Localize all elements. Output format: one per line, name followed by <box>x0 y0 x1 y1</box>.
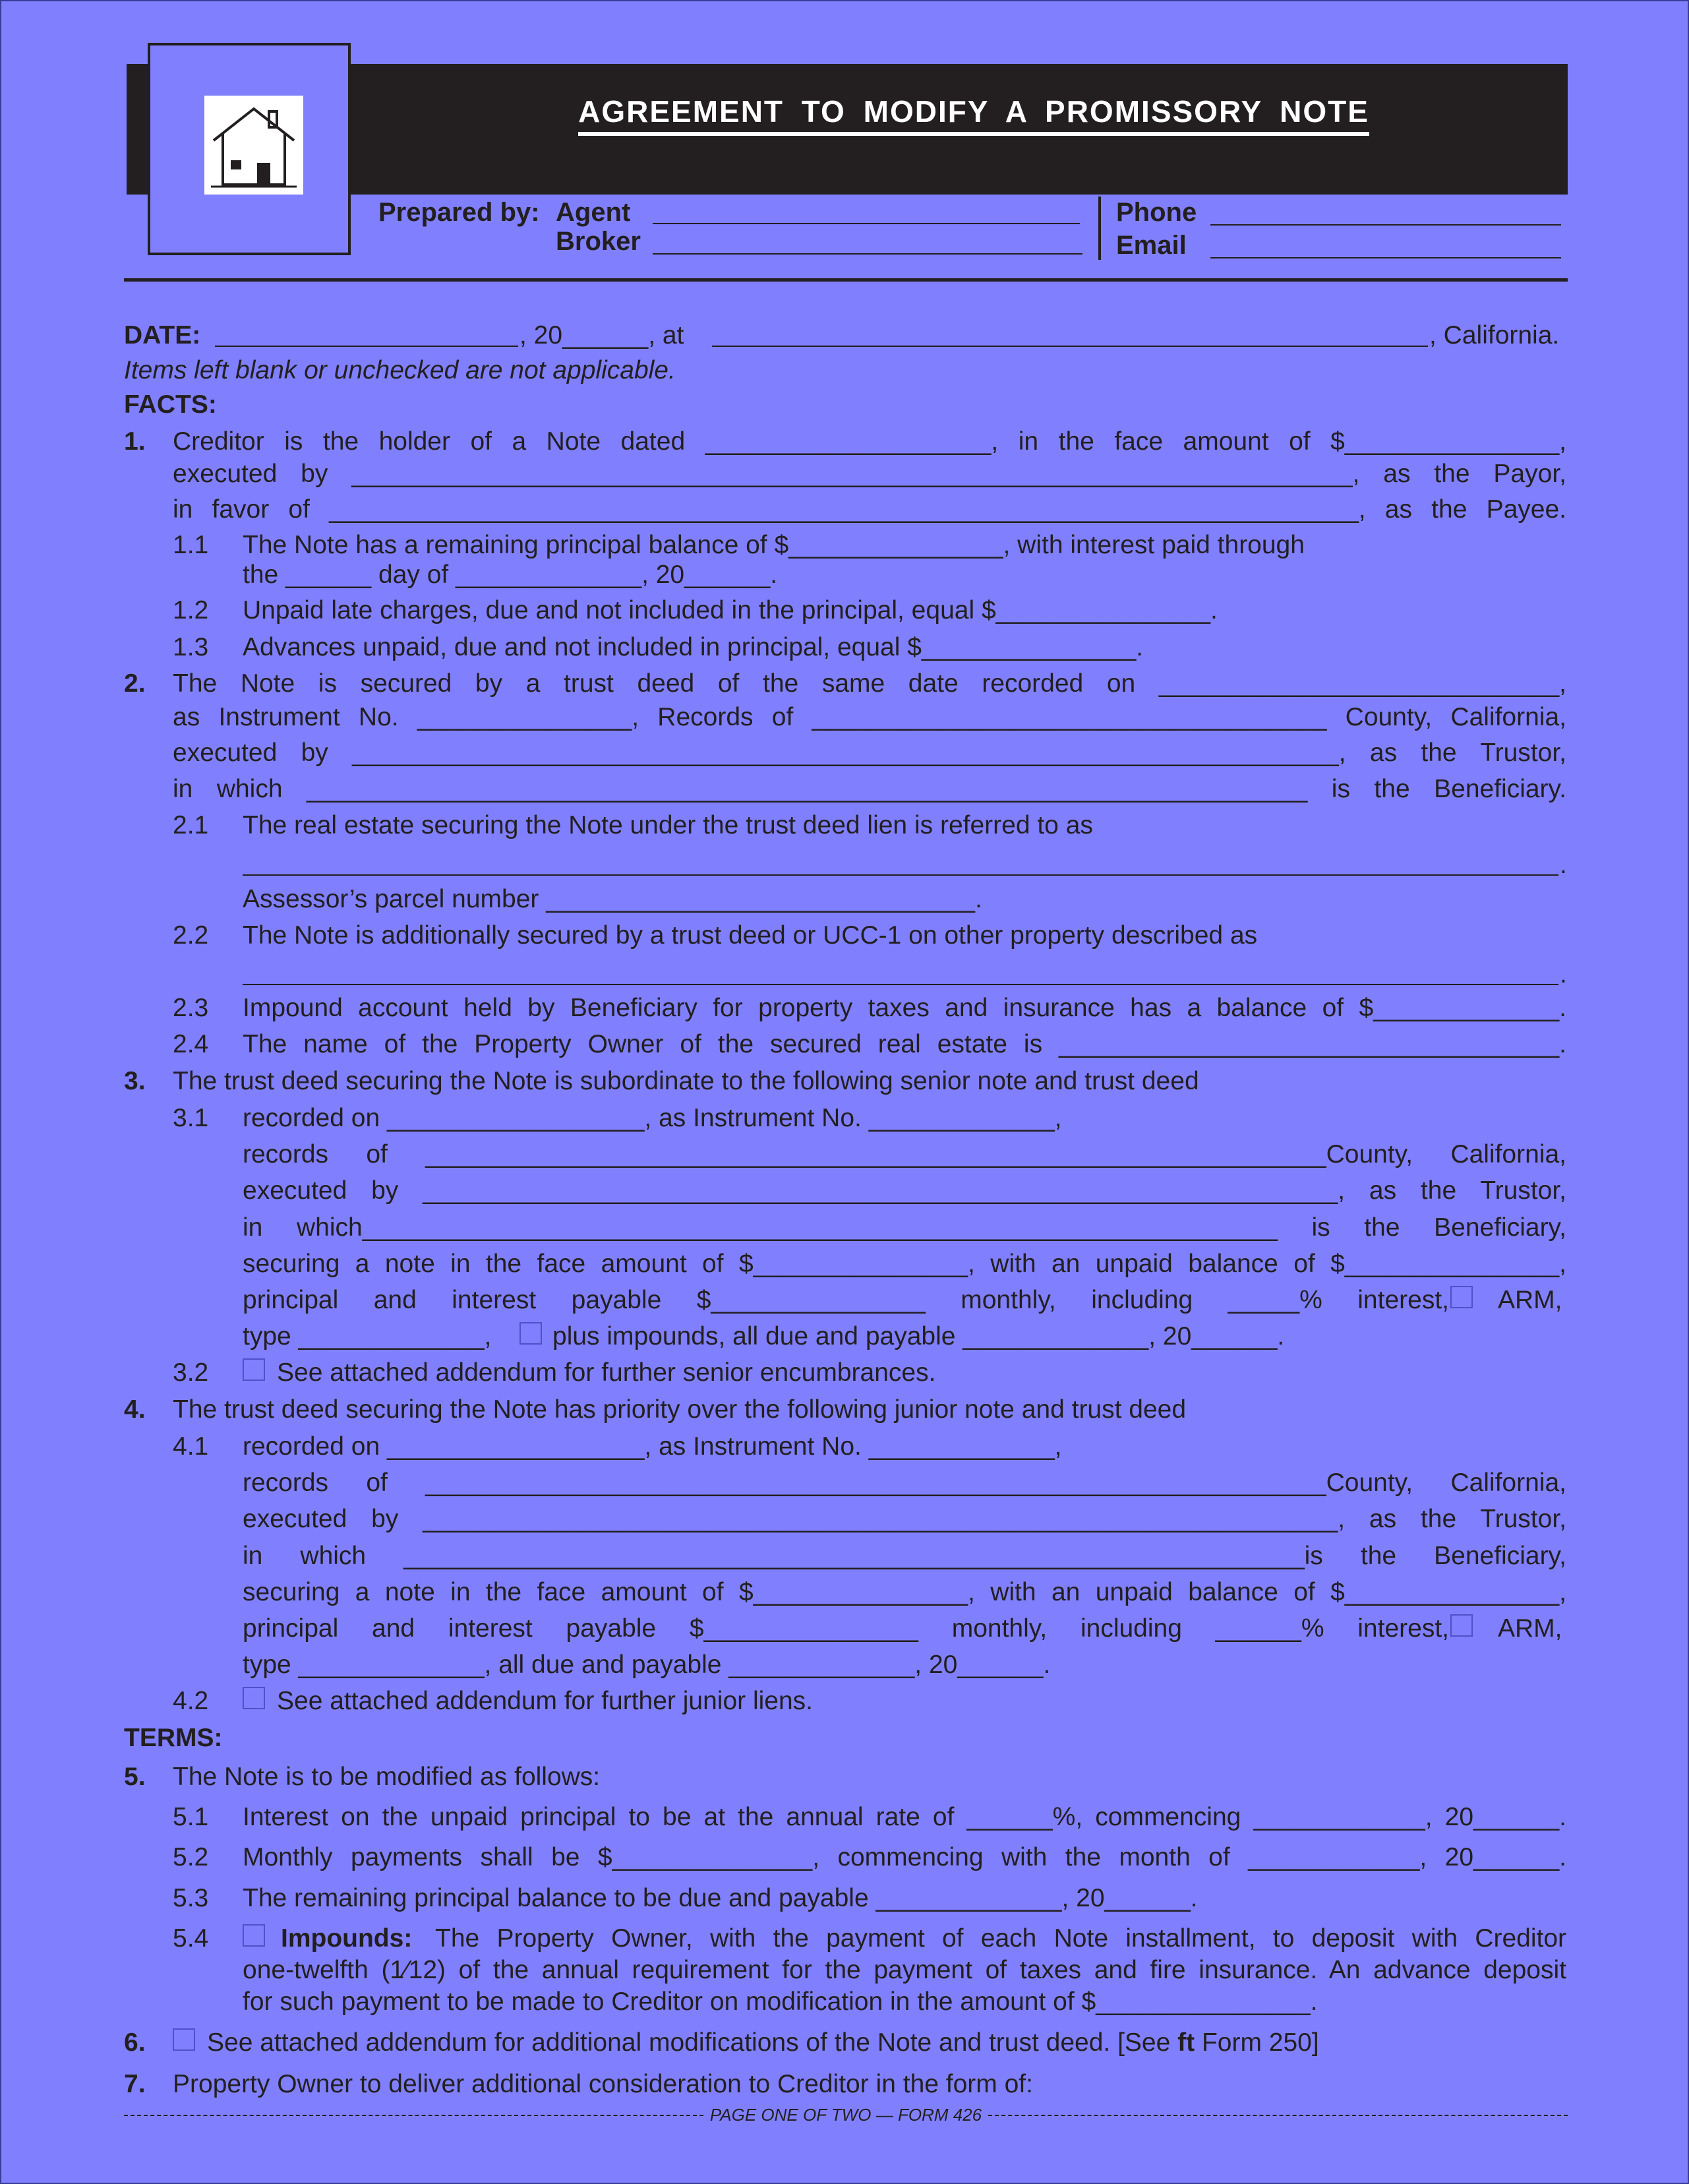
page-footer <box>124 2105 1568 2125</box>
fact-1-line-1: Creditor is the holder of a Note dated ____________________, in the face amount of $_______________, <box>173 427 1566 456</box>
item-number: 5. <box>124 1763 146 1791</box>
junior-addendum-checkbox[interactable] <box>243 1687 265 1709</box>
fact-3-line-1: The trust deed securing the Note is subordinate to the following senior note and trust deed <box>173 1067 1199 1095</box>
facts-heading: FACTS: <box>124 390 217 419</box>
item-number: 5.4 <box>173 1924 209 1953</box>
fact-2-2-line-1: The Note is additionally secured by a trust deed or UCC-1 on other property described as <box>243 921 1258 950</box>
item-number: 5.3 <box>173 1884 209 1912</box>
item-number: 4.2 <box>173 1687 209 1715</box>
broker-label: Broker <box>556 227 641 256</box>
date-label: DATE: <box>124 321 201 349</box>
fact-1-1-line-2: the ______ day of _____________, 20______. <box>243 561 778 589</box>
period: . <box>1560 851 1567 879</box>
broker-field[interactable] <box>653 253 1082 255</box>
document-title: AGREEMENT TO MODIFY A PROMISSORY NOTE <box>357 94 1590 136</box>
fact-3-1-line-1: recorded on __________________, as Instrument No. _____________, <box>243 1104 1062 1132</box>
term-5-4-line-3: for such payment to be made to Creditor on modification in the amount of $_______________. <box>243 1987 1318 2016</box>
house-icon <box>204 96 303 195</box>
header-rule <box>124 278 1568 282</box>
term-5-1: Interest on the unpaid principal to be at the annual rate of ______%, commencing ____________, 20______. <box>243 1803 1566 1831</box>
item-number: 3. <box>124 1067 146 1095</box>
item-number: 2.2 <box>173 921 209 950</box>
fact-2-line-2: as Instrument No. _______________, Records of ____________________________________ County, California, <box>173 703 1566 731</box>
fact-2-4: The name of the Property Owner of the secured real estate is ___________________________________. <box>243 1030 1566 1058</box>
term-5-4-line-2: one-twelfth (1⁄12) of the annual requirement for the payment of taxes and fire insurance. An advance deposit <box>243 1956 1566 1984</box>
item-number: 7. <box>124 2070 146 2098</box>
fact-4-1-line-1: recorded on __________________, as Instrument No. _____________, <box>243 1432 1062 1461</box>
term-6: See attached addendum for additional modifications of the Note and trust deed. [See ft Form 250] <box>207 2028 1319 2057</box>
footer-dash-right <box>988 2115 1568 2116</box>
item-number: 2.3 <box>173 994 209 1022</box>
item-number: 3.2 <box>173 1358 209 1387</box>
other-property-field[interactable] <box>243 984 1558 985</box>
fact-4-1-line-4: in which _______________________________________________________________is the Beneficiary, <box>243 1542 1566 1570</box>
fact-4-2: See attached addendum for further junior liens. <box>277 1687 814 1715</box>
fact-3-1-line-5: securing a note in the face amount of $_______________, with an unpaid balance of $_______________, <box>243 1250 1566 1278</box>
term-7: Property Owner to deliver additional consideration to Creditor in the form of: <box>173 2070 1033 2098</box>
fact-3-1-line-7b: plus impounds, all due and payable _____________, 20______. <box>552 1322 1285 1350</box>
item-number: 1.2 <box>173 596 209 624</box>
header-divider <box>1098 197 1101 260</box>
fact-1-1-line-1: The Note has a remaining principal balance of $_______________, with interest paid through <box>243 531 1305 559</box>
fact-1-line-3: in favor of ________________________________________________________________________, as the Payee. <box>173 495 1566 524</box>
arm-label: ARM, <box>1498 1286 1562 1314</box>
fact-2-1-line-3: Assessor’s parcel number ______________________________. <box>243 885 982 913</box>
phone-label: Phone <box>1116 198 1197 227</box>
fact-1-3: Advances unpaid, due and not included in principal, equal $_______________. <box>243 633 1144 661</box>
item-number: 3.1 <box>173 1104 209 1132</box>
terms-heading: TERMS: <box>124 1724 223 1752</box>
arm-label: ARM, <box>1498 1614 1562 1643</box>
term-5-4-line-1: The Property Owner, with the payment of each Note installment, to deposit with Creditor <box>435 1924 1566 1953</box>
item-number: 1.3 <box>173 633 209 661</box>
impounds-term-checkbox[interactable] <box>243 1924 265 1947</box>
phone-field[interactable] <box>1210 224 1561 226</box>
email-label: Email <box>1116 231 1187 260</box>
impounds-label: Impounds: <box>281 1924 413 1953</box>
additional-modifications-checkbox[interactable] <box>173 2028 195 2051</box>
arm-checkbox-junior[interactable] <box>1450 1614 1473 1637</box>
fact-2-line-4: in which ______________________________________________________________________ is the Beneficiary. <box>173 775 1566 803</box>
date-state-text: , California. <box>1429 321 1560 349</box>
item-number: 4. <box>124 1395 146 1424</box>
date-year-text: , 20______, at <box>519 321 684 349</box>
fact-3-1-line-7a: type _____________, <box>243 1322 492 1350</box>
fact-3-2: See attached addendum for further senior encumbrances. <box>277 1358 936 1387</box>
item-number: 2. <box>124 669 146 698</box>
fact-4-1-line-7: type _____________, all due and payable _____________, 20______. <box>243 1651 1051 1679</box>
item-number: 2.4 <box>173 1030 209 1058</box>
period: . <box>1560 960 1567 988</box>
item-number: 6. <box>124 2028 146 2057</box>
term-5-line-1: The Note is to be modified as follows: <box>173 1763 601 1791</box>
email-field[interactable] <box>1210 257 1561 258</box>
fact-2-3: Impound account held by Beneficiary for property taxes and insurance has a balance of $_____________. <box>243 994 1566 1022</box>
fact-4-line-1: The trust deed securing the Note has priority over the following junior note and trust deed <box>173 1395 1187 1424</box>
impounds-checkbox[interactable] <box>519 1322 542 1345</box>
date-location-field[interactable] <box>712 346 1428 347</box>
senior-addendum-checkbox[interactable] <box>243 1358 265 1381</box>
item-number: 1.1 <box>173 531 209 559</box>
term-5-2: Monthly payments shall be $______________, commencing with the month of ____________, 20______. <box>243 1843 1566 1871</box>
fact-2-line-1: The Note is secured by a trust deed of the same date recorded on ____________________________, <box>173 669 1566 698</box>
agent-label: Agent <box>556 198 631 227</box>
fact-4-1-line-3: executed by ________________________________________________________________, as the Trustor, <box>243 1505 1566 1533</box>
fact-3-1-line-3: executed by ________________________________________________________________, as the Trustor, <box>243 1176 1566 1205</box>
item-number: 2.1 <box>173 811 209 839</box>
fact-4-1-line-6: principal and interest payable $_______________ monthly, including ______% interest, <box>243 1614 1449 1643</box>
footer-text: PAGE ONE OF TWO — FORM 426 <box>709 2105 982 2125</box>
fact-3-1-line-4: in which________________________________________________________________ is the Beneficiary, <box>243 1213 1566 1242</box>
item-number: 1. <box>124 427 146 456</box>
fact-2-line-3: executed by _____________________________________________________________________, as the Trustor, <box>173 739 1566 767</box>
item-number: 4.1 <box>173 1432 209 1461</box>
real-estate-description-field[interactable] <box>243 874 1558 876</box>
arm-checkbox-senior[interactable] <box>1450 1286 1473 1308</box>
blank-notice: Items left blank or unchecked are not applicable. <box>124 356 676 384</box>
prepared-by-label: Prepared by: <box>378 198 540 227</box>
fact-1-2: Unpaid late charges, due and not included in the principal, equal $_______________. <box>243 596 1218 624</box>
item-number: 5.2 <box>173 1843 209 1871</box>
date-field[interactable] <box>215 346 518 347</box>
fact-4-1-line-2: records of _______________________________________________________________County, California, <box>243 1469 1566 1497</box>
footer-dash-left <box>124 2115 703 2116</box>
fact-3-1-line-6: principal and interest payable $_______________ monthly, including _____% interest, <box>243 1286 1449 1314</box>
fact-4-1-line-5: securing a note in the face amount of $_______________, with an unpaid balance of $_______________, <box>243 1578 1566 1606</box>
agent-field[interactable] <box>653 223 1080 224</box>
item-number: 5.1 <box>173 1803 209 1831</box>
logo-box <box>148 43 351 255</box>
term-5-3: The remaining principal balance to be due and payable _____________, 20______. <box>243 1884 1198 1912</box>
fact-2-1-line-1: The real estate securing the Note under the trust deed lien is referred to as <box>243 811 1093 839</box>
fact-1-line-2: executed by ______________________________________________________________________, as the Payor, <box>173 460 1566 488</box>
fact-3-1-line-2: records of _______________________________________________________________County, California, <box>243 1140 1566 1168</box>
